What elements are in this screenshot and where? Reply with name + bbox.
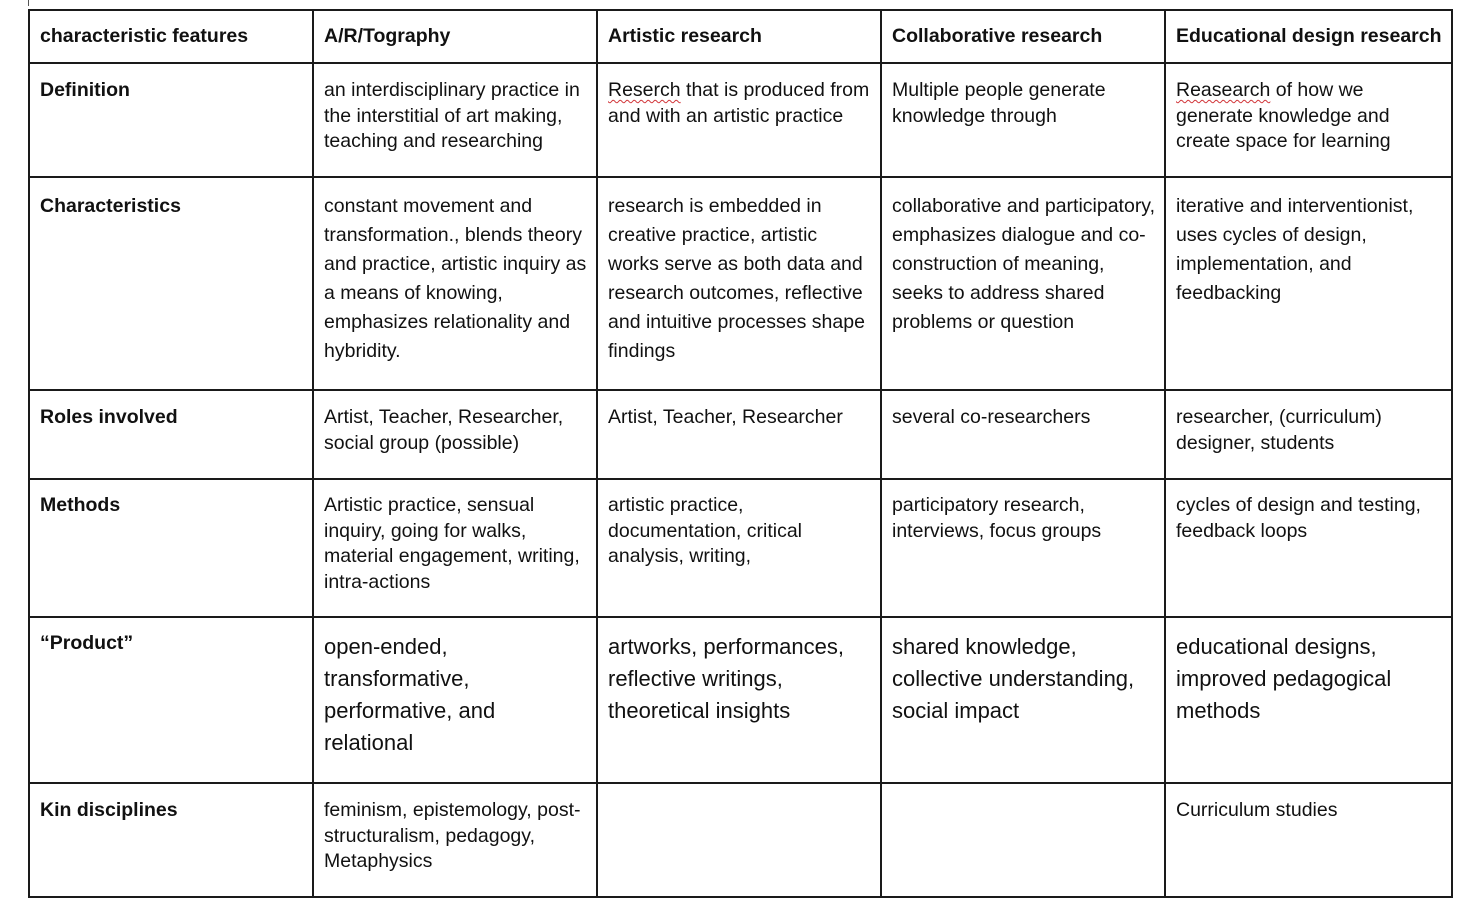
header-educational-design-research[interactable]: Educational design research — [1165, 10, 1452, 63]
table-row-roles-involved — [29, 390, 1452, 479]
cell-roles-collaborative-research[interactable]: several co-researchers — [881, 390, 1165, 479]
cell-roles-artography[interactable]: Artist, Teacher, Researcher, social group (possible) — [313, 390, 597, 479]
cell-product-educational-design-research[interactable]: educational designs, improved pedagogical methods — [1165, 617, 1452, 783]
cell-kin-collaborative-research[interactable] — [881, 783, 1165, 897]
cell-methods-artistic-research[interactable]: artistic practice, documentation, critical analysis, writing, — [597, 479, 881, 617]
header-artography[interactable]: A/R/Tography — [313, 10, 597, 63]
misspelled-word[interactable]: Reserch — [608, 79, 681, 101]
page-corner-mark — [28, 0, 29, 6]
misspelled-word[interactable]: Reasearch — [1176, 79, 1271, 101]
table-row-kin-disciplines — [29, 783, 1452, 897]
table-row-product — [29, 617, 1452, 783]
cell-product-artography[interactable]: open-ended, transformative, performative, and relational — [313, 617, 597, 783]
table-row-definition — [29, 63, 1452, 177]
cell-definition-educational-design-research[interactable] — [1165, 63, 1452, 177]
cell-kin-educational-design-research[interactable]: Curriculum studies — [1165, 783, 1452, 897]
table-row-methods — [29, 479, 1452, 617]
header-characteristic-features[interactable]: characteristic features — [29, 10, 313, 63]
row-label-roles-involved[interactable]: Roles involved — [29, 390, 313, 479]
cell-definition-collaborative-research[interactable]: Multiple people generate knowledge through — [881, 63, 1165, 177]
row-label-methods[interactable]: Methods — [29, 479, 313, 617]
cell-kin-artography[interactable]: feminism, epistemology, post-structuralism, pedagogy, Metaphysics — [313, 783, 597, 897]
cell-text: that is produced from and with an artistic practice — [608, 79, 870, 127]
cell-definition-artistic-research[interactable] — [597, 63, 881, 177]
cell-characteristics-educational-design-research[interactable]: iterative and interventionist, uses cycles of design, implementation, and feedbacking — [1165, 177, 1452, 390]
cell-methods-educational-design-research[interactable]: cycles of design and testing, feedback loops — [1165, 479, 1452, 617]
cell-kin-artistic-research[interactable] — [597, 783, 881, 897]
row-label-product[interactable]: “Product” — [29, 617, 313, 783]
table-row-characteristics — [29, 177, 1452, 390]
cell-characteristics-collaborative-research[interactable]: collaborative and participatory, emphasizes dialogue and co-construction of meaning, seeks to address shared problems or question — [881, 177, 1165, 390]
cell-product-artistic-research[interactable]: artworks, performances, reflective writings, theoretical insights — [597, 617, 881, 783]
cell-text: of how we generate knowledge and create space for learning — [1176, 79, 1391, 152]
cell-roles-educational-design-research[interactable]: researcher, (curriculum) designer, students — [1165, 390, 1452, 479]
cell-product-collaborative-research[interactable]: shared knowledge, collective understanding, social impact — [881, 617, 1165, 783]
row-label-kin-disciplines[interactable]: Kin disciplines — [29, 783, 313, 897]
cell-definition-artography[interactable]: an interdisciplinary practice in the interstitial of art making, teaching and researching — [313, 63, 597, 177]
cell-characteristics-artistic-research[interactable]: research is embedded in creative practice, artistic works serve as both data and research outcomes, reflective and intuitive processes shape findings — [597, 177, 881, 390]
comparison-table — [28, 9, 1453, 898]
row-label-characteristics[interactable]: Characteristics — [29, 177, 313, 390]
cell-roles-artistic-research[interactable]: Artist, Teacher, Researcher — [597, 390, 881, 479]
header-collaborative-research[interactable]: Collaborative research — [881, 10, 1165, 63]
cell-characteristics-artography[interactable]: constant movement and transformation., blends theory and practice, artistic inquiry as a means of knowing, emphasizes relationality and hybridity. — [313, 177, 597, 390]
cell-methods-artography[interactable]: Artistic practice, sensual inquiry, going for walks, material engagement, writing, intra-actions — [313, 479, 597, 617]
cell-methods-collaborative-research[interactable]: participatory research, interviews, focus groups — [881, 479, 1165, 617]
row-label-definition[interactable]: Definition — [29, 63, 313, 177]
header-artistic-research[interactable]: Artistic research — [597, 10, 881, 63]
header-row — [29, 10, 1452, 63]
